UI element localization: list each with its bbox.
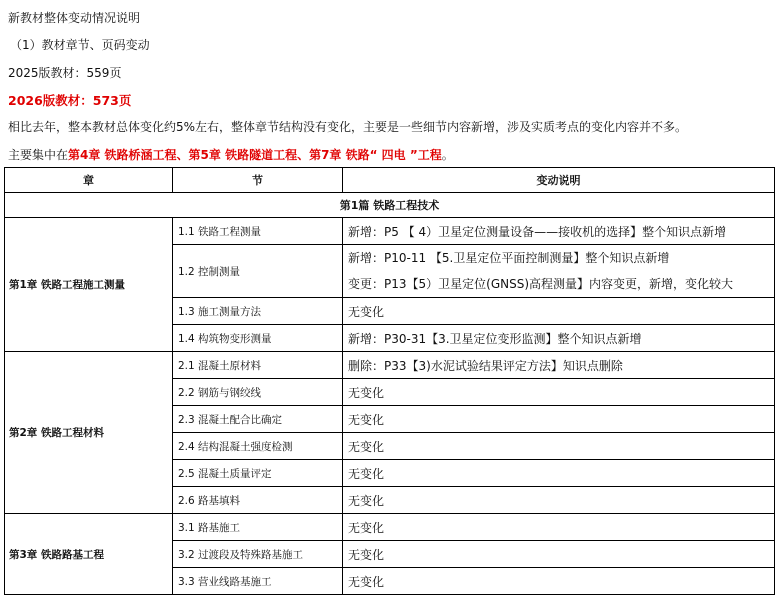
part-title: 第1篇 铁路工程技术 — [5, 193, 775, 218]
section-cell: 2.5 混凝土质量评定 — [173, 460, 343, 487]
section-cell: 2.6 路基填料 — [173, 487, 343, 514]
section-cell: 1.1 铁路工程测量 — [173, 218, 343, 245]
change-cell: 无变化 — [343, 433, 775, 460]
chapter-cell: 第3章 铁路路基工程 — [5, 514, 173, 595]
section-cell: 3.2 过渡段及特殊路基施工 — [173, 541, 343, 568]
change-cell: 无变化 — [343, 379, 775, 406]
section-cell: 1.2 控制测量 — [173, 245, 343, 298]
part-row — [5, 193, 775, 218]
change-cell: 无变化 — [343, 406, 775, 433]
header-change: 变动说明 — [343, 168, 775, 193]
chapter-cell: 第1章 铁路工程施工测量 — [5, 218, 173, 352]
table-row — [5, 218, 775, 245]
change-cell: 新增：P30-31【3.卫星定位变形监测】整个知识点新增 — [343, 325, 775, 352]
change-cell: 删除：P33【3)水泥试验结果评定方法】知识点删除 — [343, 352, 775, 379]
change-cell: 无变化 — [343, 298, 775, 325]
focus-highlight: 第4章 铁路桥涵工程、第5章 铁路隧道工程、第7章 铁路“ 四电 ”工程 — [68, 148, 442, 162]
focus-line — [8, 146, 454, 163]
section-cell: 2.1 混凝土原材料 — [173, 352, 343, 379]
change-line: 变更：P13【5）卫星定位(GNSS)高程测量】内容变更，新增，变化较大 — [348, 277, 734, 291]
section-cell: 2.4 结构混凝土强度检测 — [173, 433, 343, 460]
header-chapter: 章 — [5, 168, 173, 193]
focus-prefix: 主要集中在 — [8, 148, 69, 162]
table-header-row — [5, 168, 775, 193]
changes-table — [4, 167, 775, 595]
section-cell: 1.3 施工测量方法 — [173, 298, 343, 325]
table-row — [5, 352, 775, 379]
change-cell — [343, 245, 775, 298]
section-heading: （1）教材章节、页码变动 — [10, 38, 150, 52]
section-cell: 2.2 钢筋与钢绞线 — [173, 379, 343, 406]
change-cell: 无变化 — [343, 460, 775, 487]
chapter-cell: 第2章 铁路工程材料 — [5, 352, 173, 514]
section-cell: 3.1 路基施工 — [173, 514, 343, 541]
change-cell: 无变化 — [343, 514, 775, 541]
section-cell: 2.3 混凝土配合比确定 — [173, 406, 343, 433]
doc-title: 新教材整体变动情况说明 — [8, 11, 141, 25]
change-cell: 无变化 — [343, 568, 775, 595]
change-cell: 新增：P5 【 4）卫星定位测量设备——接收机的选择】整个知识点新增 — [343, 218, 775, 245]
change-cell: 无变化 — [343, 541, 775, 568]
section-cell: 3.3 营业线路基施工 — [173, 568, 343, 595]
change-cell: 无变化 — [343, 487, 775, 514]
old-edition-pages: 2025版教材：559页 — [8, 66, 122, 80]
table-row — [5, 514, 775, 541]
focus-suffix: 。 — [441, 148, 454, 162]
new-edition-pages: 2026版教材：573页 — [8, 93, 132, 108]
section-cell: 1.4 构筑物变形测量 — [173, 325, 343, 352]
summary-text: 相比去年，整本教材总体变化约5%左右，整体章节结构没有变化，主要是一些细节内容新增，涉及实质考点的变化内容并不多。 — [8, 120, 688, 134]
header-section: 节 — [173, 168, 343, 193]
change-line: 新增：P10-11 【5.卫星定位平面控制测量】整个知识点新增 — [348, 251, 670, 265]
